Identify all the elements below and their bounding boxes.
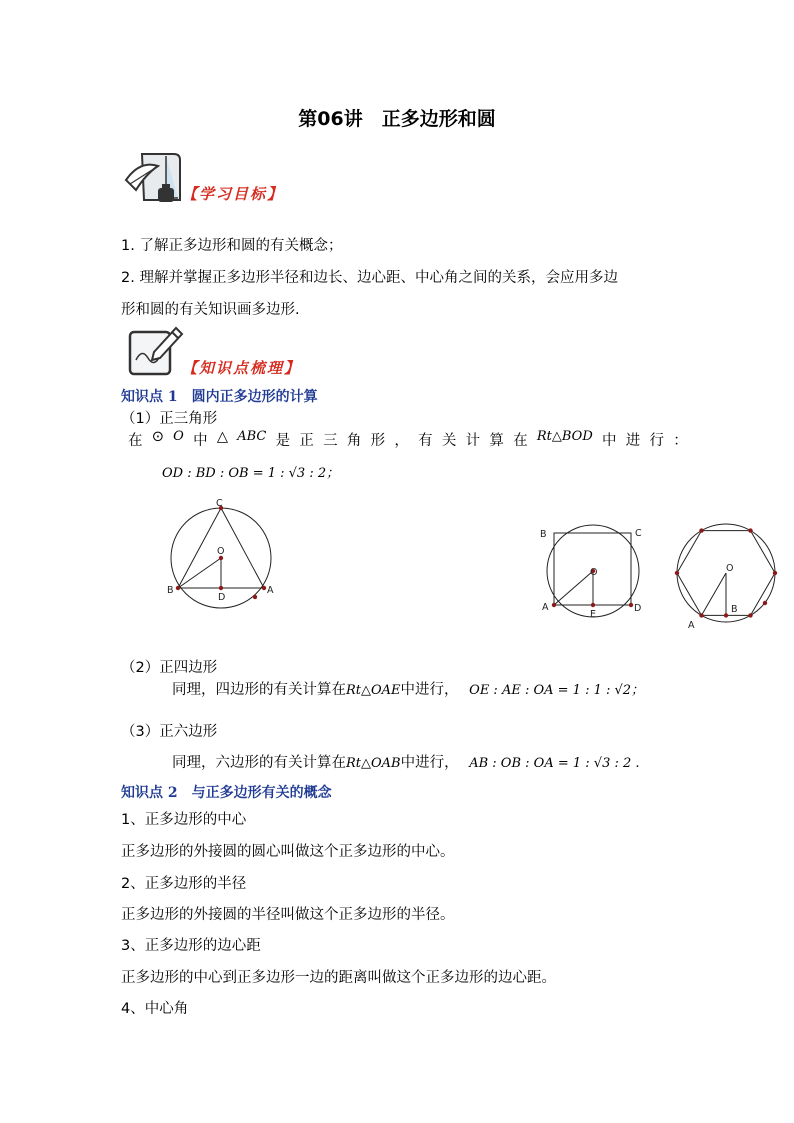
sentence-char: 角 [346,433,362,449]
point-label-E: E [590,609,597,620]
sentence-char: 形 [370,433,386,449]
section-3-formula: AB : OB : OA = 1 : √3 : 2 . [469,756,640,771]
banner-learning-goals: 【学习目标】 [182,185,285,203]
section-2-formula: OE : AE : OA = 1 : 1 : √2； [469,683,645,698]
page-title: 第06讲 正多边形和圆 [298,108,496,130]
sentence-char: Rt△BOD [536,429,593,444]
sentence-char: O [173,429,184,444]
sentence-char: 关 [441,433,457,449]
section-1-formula: OD : BD : OB = 1 : √3 : 2； [162,466,340,481]
section-1-sentence [128,429,688,450]
concept-2-body: 正多边形的外接圆的半径叫做这个正多边形的半径。 [121,907,455,923]
point-label-O: O [217,546,225,557]
sentence-char: 三 [323,433,338,449]
sentence-char: ： [673,433,688,449]
figure-square-in-circle [536,518,648,622]
section-2-sentence [172,678,644,699]
triangle-name: Rt△OAE [346,683,401,698]
sentence-char: ⊙ [151,429,164,445]
triangle-name: Rt△OAB [346,756,401,771]
point-label-A: A [688,620,695,631]
section-1-label: （1）正三角形 [121,411,218,427]
point-label-D: D [218,592,226,603]
point-label-A: A [542,602,549,613]
sentence-char: 是 [275,433,291,449]
sentence-char: 中 [602,433,617,449]
concept-4-heading: 4、中心角 [121,1001,189,1017]
sentence-char: 中 [193,433,208,449]
sentence-text: 同理，六边形的有关计算在 [172,755,346,771]
sentence-char: 计 [465,433,481,449]
sentence-char: ABC [237,429,267,444]
figure-triangle-in-circle [160,500,290,615]
concept-3-body: 正多边形的中心到正多边形一边的距离叫做这个正多边形的边心距。 [121,970,556,986]
sentence-char: 有 [418,433,433,449]
concept-1-body: 正多边形的外接圆的圆心叫做这个正多边形的中心。 [121,844,455,860]
concept-2-heading: 2、正多边形的半径 [121,876,247,892]
notepad-pencil-icon [124,322,184,378]
sentence-text: 中进行， [400,682,459,698]
sentence-text: 同理，四边形的有关计算在 [172,682,346,698]
point-label-C: C [635,528,642,539]
point-label-B: B [731,604,738,615]
sentence-char: 在 [513,433,528,449]
sentence-char: 正 [299,433,314,449]
concept-1-heading: 1、正多边形的中心 [121,812,247,828]
point-label-D: D [634,603,642,614]
point-label-O: O [590,567,598,578]
sentence-char: 行 [649,433,665,449]
sentence-text: 中进行， [400,755,459,771]
sentence-char: 在 [128,433,143,449]
goal-line-1: 1. 了解正多边形和圆的有关概念； [121,238,343,254]
sentence-char: △ [216,429,228,445]
point-label-B: B [167,585,174,596]
concept-3-heading: 3、正多边形的边心距 [121,938,261,954]
point-label-O: O [726,563,734,574]
scroll-quill-icon [122,150,182,208]
knowledge-point-2-heading: 知识点 2 与正多边形有关的概念 [121,785,332,801]
point-label-C: C [216,498,223,509]
section-2-label: （2）正四边形 [121,660,218,676]
point-label-A: A [267,585,274,596]
knowledge-point-1-heading: 知识点 1 圆内正多边形的计算 [121,389,318,405]
figure-hexagon-in-circle [670,520,782,632]
goal-line-2: 2. 理解并掌握正多边形半径和边长、边心距、中心角之间的关系，会应用多边 [121,270,618,286]
sentence-char: ， [394,433,409,449]
sentence-char: 算 [489,433,504,449]
point-label-B: B [540,529,547,540]
banner-knowledge-summary: 【知识点梳理】 [182,359,302,377]
goal-line-3: 形和圆的有关知识画多边形. [121,302,300,318]
section-3-label: （3）正六边形 [121,724,218,740]
sentence-char: 进 [625,433,641,449]
section-3-sentence [172,751,640,772]
